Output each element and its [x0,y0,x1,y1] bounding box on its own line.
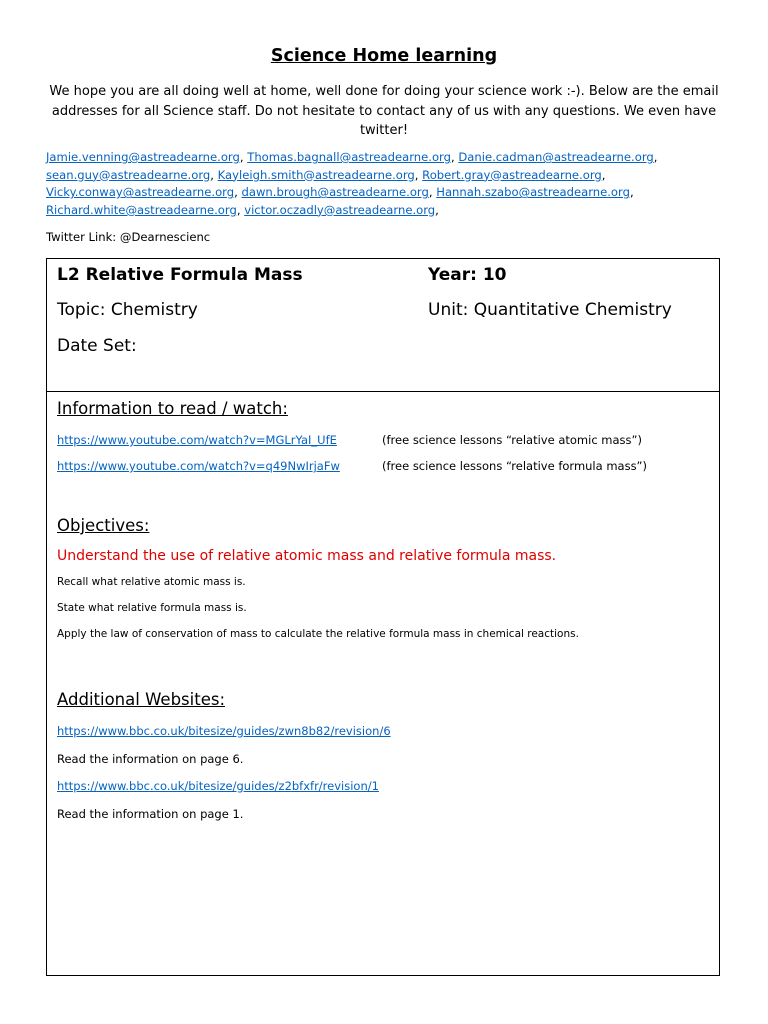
twitter-link: Twitter Link: @Dearnescienc [46,230,211,244]
website-note: Read the information on page 6. [57,752,244,766]
topic-label: Topic: Chemistry [57,300,198,320]
email-link[interactable]: sean.guy@astreadearne.org [46,167,211,182]
intro-text: We hope you are all doing well at home, well done for doing your science work :-). Below are the email addresses for all Science staff. Do not hesitate to contact any of us with any questions. We even have twitter! [49,84,719,138]
email-link[interactable]: Thomas.bagnall@astreadearne.org [247,150,451,164]
info-heading: Information to read / watch: [57,399,288,418]
video-note: (free science lessons “relative atomic mass”) [382,433,642,447]
email-link[interactable]: Jamie.venning@astreadearne.org [46,150,240,164]
unit-label: Unit: Quantitative Chemistry [428,300,672,320]
objective-item: Recall what relative atomic mass is. [57,576,246,588]
staff-email-list: Jamie.venning@astreadearne.org, Thomas.bagnall@astreadearne.org, Danie.cadman@astreadearne.org, sean.guy@astreadearne.org, Kayleigh.smith@astreadearne.org, Robert.gray@astreadearne.org, Vicky.conway@astreadearne.org, dawn.brough@astreadearne.org, Hannah.szabo@astreadearne.org, Richard.white@astreadearne.org, victor.oczadly@astreadearne.org, [46,150,658,217]
email-link[interactable]: Hannah.szabo@astreadearne.org [436,185,630,200]
email-link[interactable]: Richard.white@astreadearne.org [46,202,237,217]
video-link[interactable]: https://www.youtube.com/watch?v=MGLrYaI_UfE [57,433,337,447]
year-label: Year: 10 [428,265,507,285]
email-link[interactable]: Danie.cadman@astreadearne.org [458,150,654,164]
email-link[interactable]: Robert.gray@astreadearne.org [422,167,602,182]
video-note: (free science lessons “relative formula mass”) [382,459,648,473]
page-title: Science Home learning [270,46,498,66]
email-link[interactable]: dawn.brough@astreadearne.org [241,185,429,200]
email-link[interactable]: Kayleigh.smith@astreadearne.org [217,167,415,182]
date-set-label: Date Set: [57,336,137,356]
website-note: Read the information on page 1. [57,807,244,821]
lesson-title: L2 Relative Formula Mass [57,265,303,285]
lesson-box [46,258,720,976]
objectives-heading: Objectives: [57,516,150,535]
email-link[interactable]: Vicky.conway@astreadearne.org [46,185,235,200]
email-link[interactable]: victor.oczadly@astreadearne.org [244,202,436,217]
website-link[interactable]: https://www.bbc.co.uk/bitesize/guides/z2bfxfr/revision/1 [57,779,379,793]
website-link[interactable]: https://www.bbc.co.uk/bitesize/guides/zwn8b82/revision/6 [57,724,391,738]
additional-heading: Additional Websites: [57,690,226,709]
objective-item: Apply the law of conservation of mass to calculate the relative formula mass in chemical reactions. [57,628,579,640]
video-link[interactable]: https://www.youtube.com/watch?v=q49NwIrjaFw [57,459,340,473]
header-divider [47,391,719,392]
objective-item: State what relative formula mass is. [57,602,247,614]
main-objective: Understand the use of relative atomic mass and relative formula mass. [57,548,557,564]
